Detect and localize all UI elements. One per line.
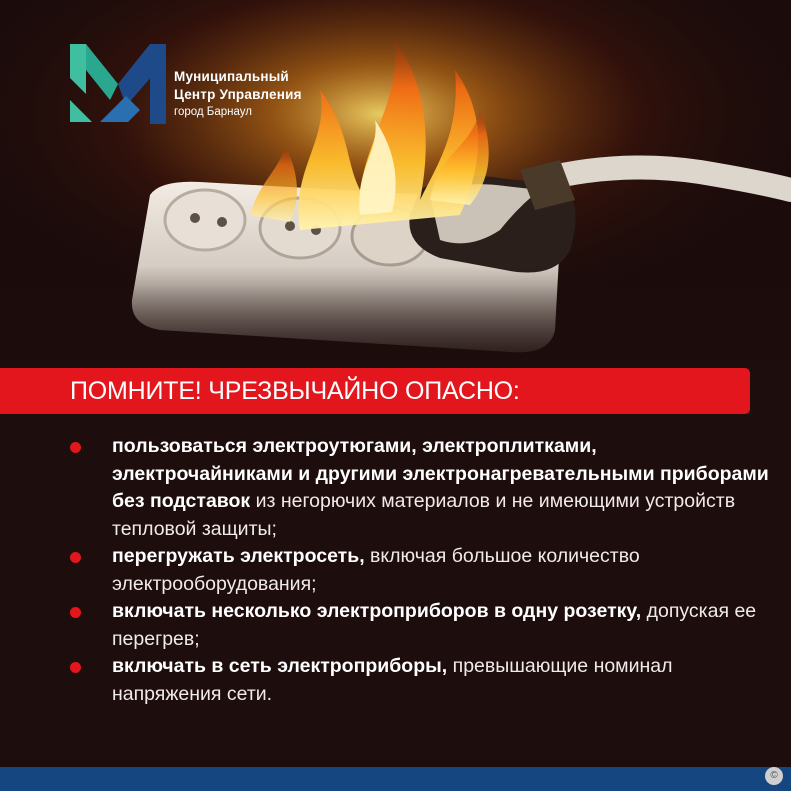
logo-text bbox=[174, 68, 302, 120]
item-bold: перегружать электросеть, bbox=[112, 545, 365, 567]
item-text: включая большое количество электрооборудования; bbox=[112, 545, 640, 595]
logo-line3: город Барнаул bbox=[174, 106, 252, 118]
item-text: из негорючих материалов и не имеющими устройств тепловой защиты; bbox=[112, 490, 736, 540]
bottom-bar bbox=[0, 767, 791, 791]
warning-banner bbox=[0, 368, 750, 414]
item-bold: включать в сеть электроприборы, bbox=[112, 655, 448, 677]
watermark-icon: © bbox=[765, 767, 783, 785]
item-text: превышающие номинал напряжения сети. bbox=[112, 655, 673, 705]
mcu-logo-icon bbox=[70, 44, 166, 124]
logo-line2: Центр Управления bbox=[174, 87, 302, 102]
warning-title: ПОМНИТЕ! ЧРЕЗВЫЧАЙНО ОПАСНО: bbox=[70, 377, 520, 405]
bullet-icon bbox=[70, 552, 81, 563]
logo-line1: Муниципальный bbox=[174, 69, 289, 84]
bullet-icon bbox=[70, 662, 81, 673]
bullet-icon bbox=[70, 607, 81, 618]
list-item bbox=[70, 598, 770, 653]
item-bold: включать несколько электроприборов в одну розетку, bbox=[112, 600, 642, 622]
mcu-logo bbox=[70, 44, 340, 134]
danger-list bbox=[70, 433, 770, 708]
list-item bbox=[70, 653, 770, 708]
list-item bbox=[70, 543, 770, 598]
item-text: допуская ее перегрев; bbox=[112, 600, 757, 650]
list-item bbox=[70, 433, 770, 543]
bullet-icon bbox=[70, 442, 81, 453]
item-bold: пользоваться электроутюгами, электроплитками, электрочайниками и другими электронагревательными приборами без подставок bbox=[112, 435, 769, 512]
